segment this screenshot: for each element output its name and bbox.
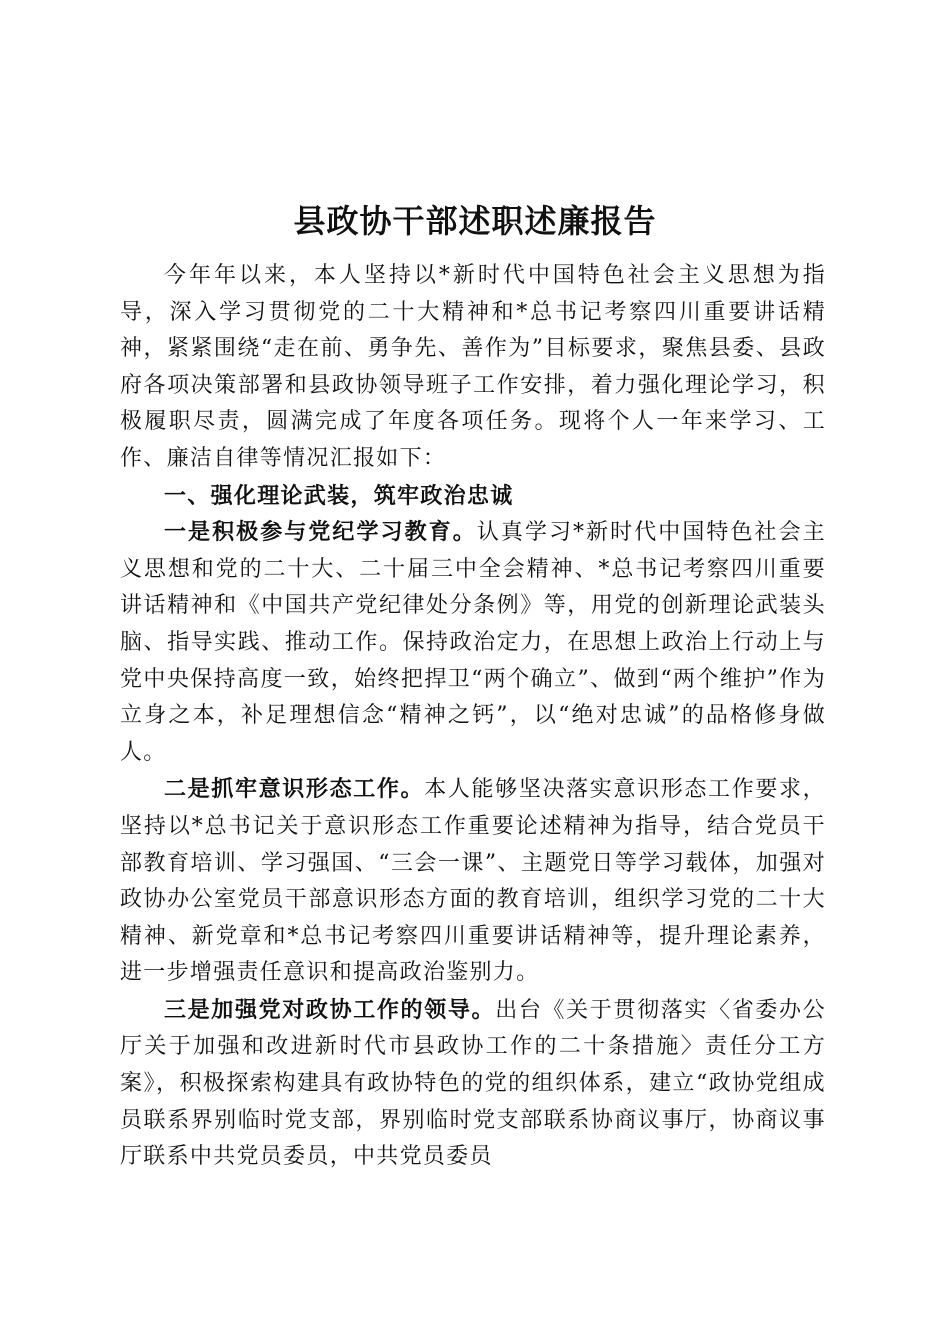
document-body	[120, 258, 826, 1176]
paragraph-lead: 二是抓牢意识形态工作。	[164, 776, 425, 803]
paragraph-text: 本人能够坚决落实意识形态工作要求，坚持以*总书记关于意识形态工作重要论述精神为指导，结合党员干部教育培训、学习强国、“三会一课”、主题党日等学习载体，加强对政协办公室党员干部意识形态方面的教育培训，组织学习党的二十大精神、新党章和*总书记考察四川重要讲话精神等，提升理论素养，进一步增强责任意识和提高政治鉴别力。	[120, 777, 826, 986]
body-paragraph	[120, 992, 826, 1176]
intro-paragraph: 今年年以来，本人坚持以*新时代中国特色社会主义思想为指导，深入学习贯彻党的二十大精神和*总书记考察四川重要讲话精神，紧紧围绕“走在前、勇争先、善作为”目标要求，聚焦县委、县政府各项决策部署和县政协领导班子工作安排，着力强化理论学习，积极履职尽责，圆满完成了年度各项任务。现将个人一年来学习、工作、廉洁自律等情况汇报如下：	[120, 263, 826, 471]
paragraph-text: 出台《关于贯彻落实〈省委办公厅关于加强和改进新时代市县政协工作的二十条措施〉责任分工方案》，积极探索构建具有政协特色的党的组织体系，建立“政协党组成员联系界别临时党支部，界别临时党支部联系协商议事厅，协商议事厅联系中共党员委员，中共党员委员	[120, 997, 827, 1170]
page-title: 县政协干部述职述廉报告	[293, 202, 657, 240]
paragraph-text: 认真学习*新时代中国特色社会主义思想和党的二十大、二十届三中全会精神、*总书记考察四川重要讲话精神和《中国共产党纪律处分条例》等，用党的创新理论武装头脑、指导实践、推动工作。保持政治定力，在思想上政治上行动上与党中央保持高度一致，始终把捍卫“两个确立”、做到“两个维护”作为立身之本，补足理想信念“精神之钙”，以“绝对忠诚”的品格修身做人。	[120, 520, 826, 765]
paragraph-lead: 一是积极参与党纪学习教育。	[164, 519, 477, 546]
paragraph-lead: 三是加强党对政协工作的领导。	[164, 996, 496, 1023]
section-heading-1: 一、强化理论武装，筑牢政治忠诚	[164, 482, 514, 509]
body-paragraph	[120, 771, 826, 992]
body-paragraph	[120, 514, 826, 771]
